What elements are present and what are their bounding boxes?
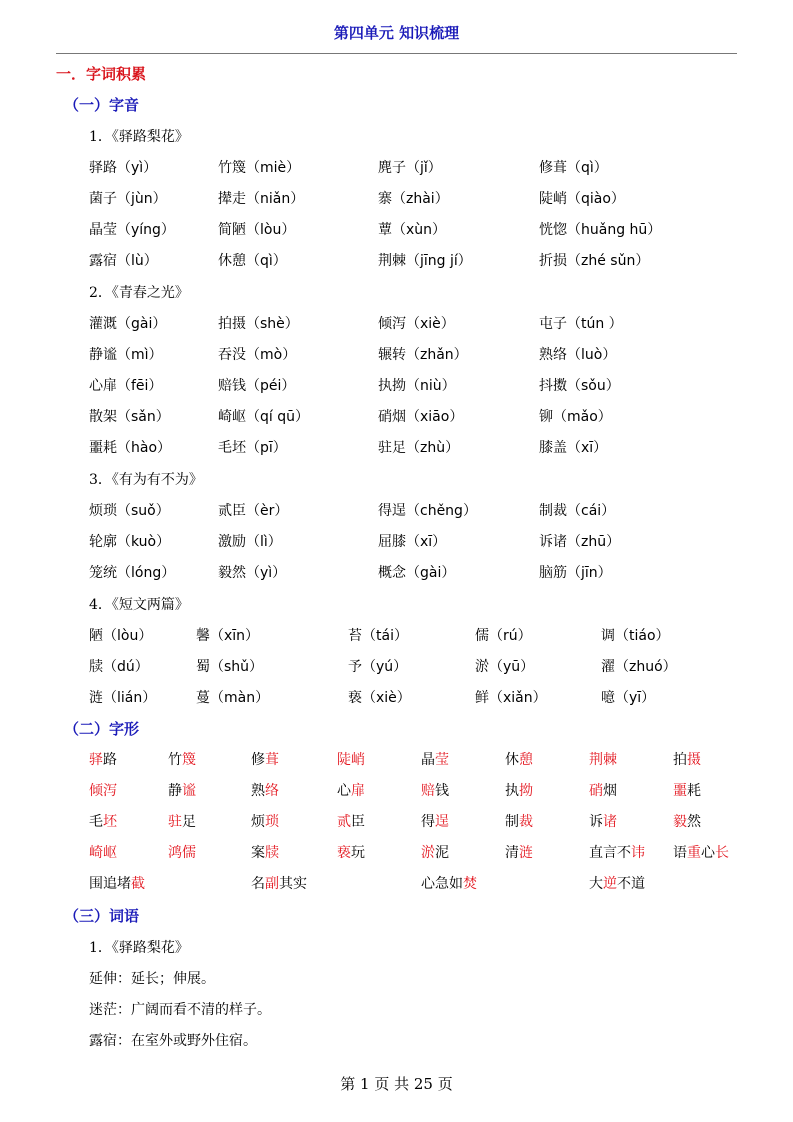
glyph-word bbox=[505, 811, 533, 831]
pinyin-entry: 噫（yī） bbox=[601, 690, 656, 706]
glyph-plain: 其实 bbox=[279, 876, 307, 892]
pinyin-entry: 诉诸（zhū） bbox=[539, 534, 621, 550]
pinyin-entry: 脑筋（jīn） bbox=[539, 565, 612, 581]
glyph-word bbox=[251, 811, 279, 831]
pinyin-entry: 亵（xiè） bbox=[348, 690, 411, 706]
pinyin-entry: 休憩（qì） bbox=[218, 253, 287, 269]
glyph-word bbox=[589, 873, 645, 893]
glyph-word bbox=[421, 842, 449, 862]
glyph-plain: 心 bbox=[701, 845, 715, 861]
glyph-highlight: 摄 bbox=[687, 752, 701, 768]
glyph-plain: 毛 bbox=[89, 814, 103, 830]
glyph-word bbox=[168, 811, 196, 831]
glyph-plain: 大 bbox=[589, 876, 603, 892]
pinyin-entry: 折损（zhé sǔn） bbox=[539, 253, 650, 269]
glyph-highlight: 赔 bbox=[421, 783, 435, 799]
pinyin-entry: 毛坯（pī） bbox=[218, 440, 287, 456]
glyph-word bbox=[168, 749, 196, 769]
glyph-plain: 围追堵 bbox=[89, 876, 131, 892]
glyph-plain: 制 bbox=[505, 814, 519, 830]
glyph-word bbox=[89, 842, 117, 862]
glyph-plain: 名 bbox=[251, 876, 265, 892]
pinyin-entry: 噩耗（hào） bbox=[89, 440, 172, 456]
glyph-plain: 烟 bbox=[603, 783, 617, 799]
glyph-highlight: 亵 bbox=[337, 845, 351, 861]
glyph-plain: 晶 bbox=[421, 752, 435, 768]
pinyin-entry: 儒（rú） bbox=[475, 628, 532, 644]
glyph-plain: 静 bbox=[168, 783, 182, 799]
lesson-heading: 1．《驿路梨花》 bbox=[89, 940, 189, 956]
glyph-word bbox=[337, 780, 365, 800]
glyph-highlight: 扉 bbox=[351, 783, 365, 799]
lesson-heading: 2．《青春之光》 bbox=[89, 285, 189, 301]
page-title: 第四单元 知识梳理 bbox=[333, 24, 460, 42]
glyph-plain: 拍 bbox=[673, 752, 687, 768]
glyph-word bbox=[89, 873, 145, 893]
pinyin-entry: 涟（lián） bbox=[89, 690, 157, 706]
pinyin-entry: 陋（lòu） bbox=[89, 628, 153, 644]
glyph-highlight: 驿 bbox=[89, 752, 103, 768]
glyph-word bbox=[673, 811, 701, 831]
glyph-highlight: 篾 bbox=[182, 752, 196, 768]
glyph-highlight: 长 bbox=[715, 845, 729, 861]
pinyin-entry: 菌子（jùn） bbox=[89, 191, 167, 207]
glyph-highlight: 逞 bbox=[435, 814, 449, 830]
glyph-highlight: 倾泻 bbox=[89, 783, 117, 799]
glyph-word bbox=[589, 749, 617, 769]
glyph-word bbox=[251, 873, 307, 893]
pinyin-entry: 吞没（mò） bbox=[218, 347, 297, 363]
glyph-plain: 得 bbox=[421, 814, 435, 830]
subsection-heading-glyphs: （二）字形 bbox=[64, 720, 140, 738]
glyph-highlight: 崎岖 bbox=[89, 845, 117, 861]
pinyin-entry: 淤（yū） bbox=[475, 659, 535, 675]
glyph-word bbox=[89, 749, 117, 769]
pinyin-entry: 牍（dú） bbox=[89, 659, 149, 675]
pinyin-entry: 蔓（màn） bbox=[196, 690, 270, 706]
glyph-plain: 修 bbox=[251, 752, 265, 768]
pinyin-entry: 苔（tái） bbox=[348, 628, 408, 644]
pinyin-entry: 辗转（zhǎn） bbox=[378, 347, 468, 363]
glyph-word bbox=[673, 749, 701, 769]
glyph-word bbox=[673, 842, 729, 862]
glyph-plain: 心 bbox=[337, 783, 351, 799]
pinyin-entry: 赔钱（péi） bbox=[218, 378, 296, 394]
glyph-plain: 玩 bbox=[351, 845, 365, 861]
pinyin-entry: 崎岖（qí qū） bbox=[218, 409, 309, 425]
definition-item: 延伸：延长；伸展。 bbox=[89, 971, 215, 987]
glyph-highlight: 焚 bbox=[463, 876, 477, 892]
pinyin-entry: 激励（lì） bbox=[218, 534, 282, 550]
glyph-plain: 熟 bbox=[251, 783, 265, 799]
glyph-word bbox=[421, 780, 449, 800]
glyph-word bbox=[421, 749, 449, 769]
pinyin-entry: 抖擞（sǒu） bbox=[539, 378, 620, 394]
glyph-highlight: 牍 bbox=[265, 845, 279, 861]
pinyin-entry: 拍摄（shè） bbox=[218, 316, 299, 332]
pinyin-entry: 散架（sǎn） bbox=[89, 409, 170, 425]
section-heading-vocabulary: 一．字词积累 bbox=[56, 65, 147, 83]
header-divider bbox=[56, 53, 737, 54]
pinyin-entry: 熟络（luò） bbox=[539, 347, 617, 363]
glyph-highlight: 贰 bbox=[337, 814, 351, 830]
definition-item: 露宿：在室外或野外住宿。 bbox=[89, 1033, 257, 1049]
pinyin-entry: 馨（xīn） bbox=[196, 628, 260, 644]
glyph-highlight: 涟 bbox=[519, 845, 533, 861]
lesson-heading: 4．《短文两篇》 bbox=[89, 597, 189, 613]
glyph-plain: 语 bbox=[673, 845, 687, 861]
pinyin-entry: 调（tiáo） bbox=[601, 628, 670, 644]
glyph-word bbox=[168, 780, 196, 800]
glyph-plain: 竹 bbox=[168, 752, 182, 768]
glyph-plain: 心急如 bbox=[421, 876, 463, 892]
glyph-highlight: 逆 bbox=[603, 876, 617, 892]
glyph-highlight: 毅 bbox=[673, 814, 687, 830]
glyph-plain: 直言不 bbox=[589, 845, 631, 861]
glyph-word bbox=[89, 780, 117, 800]
glyph-plain: 执 bbox=[505, 783, 519, 799]
glyph-plain: 钱 bbox=[435, 783, 449, 799]
glyph-plain: 清 bbox=[505, 845, 519, 861]
glyph-highlight: 噩 bbox=[673, 783, 687, 799]
glyph-plain: 耗 bbox=[687, 783, 701, 799]
glyph-word bbox=[251, 780, 279, 800]
glyph-word bbox=[251, 842, 279, 862]
glyph-highlight: 坯 bbox=[103, 814, 117, 830]
pinyin-entry: 寨（zhài） bbox=[378, 191, 449, 207]
glyph-highlight: 诸 bbox=[603, 814, 617, 830]
pinyin-entry: 晶莹（yíng） bbox=[89, 222, 175, 238]
glyph-plain: 案 bbox=[251, 845, 265, 861]
glyph-highlight: 憩 bbox=[519, 752, 533, 768]
pinyin-entry: 荆棘（jīng jí） bbox=[378, 253, 472, 269]
glyph-highlight: 裁 bbox=[519, 814, 533, 830]
pinyin-entry: 蕈（xùn） bbox=[378, 222, 447, 238]
pinyin-entry: 贰臣（èr） bbox=[218, 503, 289, 519]
glyph-word bbox=[421, 811, 449, 831]
page-footer: 第 1 页 共 25 页 bbox=[340, 1075, 453, 1093]
glyph-highlight: 驻 bbox=[168, 814, 182, 830]
pinyin-entry: 轮廓（kuò） bbox=[89, 534, 171, 550]
glyph-plain: 足 bbox=[182, 814, 196, 830]
glyph-plain: 然 bbox=[687, 814, 701, 830]
glyph-highlight: 拗 bbox=[519, 783, 533, 799]
pinyin-entry: 鲜（xiǎn） bbox=[475, 690, 547, 706]
pinyin-entry: 屈膝（xī） bbox=[378, 534, 447, 550]
glyph-highlight: 截 bbox=[131, 876, 145, 892]
pinyin-entry: 驻足（zhù） bbox=[378, 440, 460, 456]
pinyin-entry: 制裁（cái） bbox=[539, 503, 616, 519]
glyph-highlight: 络 bbox=[265, 783, 279, 799]
glyph-word bbox=[337, 749, 365, 769]
glyph-word bbox=[589, 780, 617, 800]
pinyin-entry: 心扉（fēi） bbox=[89, 378, 163, 394]
lesson-heading: 3．《有为有不为》 bbox=[89, 472, 203, 488]
subsection-heading-words: （三）词语 bbox=[64, 907, 140, 925]
glyph-word bbox=[505, 842, 533, 862]
glyph-highlight: 鸿儒 bbox=[168, 845, 196, 861]
pinyin-entry: 倾泻（xiè） bbox=[378, 316, 455, 332]
glyph-highlight: 淤 bbox=[421, 845, 435, 861]
pinyin-entry: 毅然（yì） bbox=[218, 565, 287, 581]
glyph-word bbox=[589, 842, 645, 862]
subsection-heading-pronunciation: （一）字音 bbox=[64, 96, 140, 114]
pinyin-entry: 陡峭（qiào） bbox=[539, 191, 625, 207]
glyph-plain: 臣 bbox=[351, 814, 365, 830]
glyph-highlight: 荆棘 bbox=[589, 752, 617, 768]
glyph-word bbox=[589, 811, 617, 831]
glyph-word bbox=[421, 873, 477, 893]
pinyin-entry: 撵走（niǎn） bbox=[218, 191, 305, 207]
glyph-highlight: 重 bbox=[687, 845, 701, 861]
pinyin-entry: 硝烟（xiāo） bbox=[378, 409, 464, 425]
pinyin-entry: 笼统（lóng） bbox=[89, 565, 176, 581]
glyph-highlight: 硝 bbox=[589, 783, 603, 799]
glyph-plain: 泥 bbox=[435, 845, 449, 861]
glyph-word bbox=[251, 749, 279, 769]
glyph-highlight: 葺 bbox=[265, 752, 279, 768]
pinyin-entry: 蜀（shǔ） bbox=[196, 659, 264, 675]
pinyin-entry: 烦琐（suǒ） bbox=[89, 503, 170, 519]
pinyin-entry: 予（yú） bbox=[348, 659, 408, 675]
glyph-word bbox=[505, 749, 533, 769]
definition-item: 迷茫：广阔而看不清的样子。 bbox=[89, 1002, 271, 1018]
glyph-highlight: 琐 bbox=[265, 814, 279, 830]
pinyin-entry: 铆（mǎo） bbox=[539, 409, 612, 425]
pinyin-entry: 屯子（tún ） bbox=[539, 316, 623, 332]
glyph-plain: 烦 bbox=[251, 814, 265, 830]
pinyin-entry: 执拗（niù） bbox=[378, 378, 456, 394]
glyph-highlight: 讳 bbox=[631, 845, 645, 861]
pinyin-entry: 驿路（yì） bbox=[89, 160, 158, 176]
glyph-word bbox=[168, 842, 196, 862]
glyph-plain: 休 bbox=[505, 752, 519, 768]
pinyin-entry: 濯（zhuó） bbox=[601, 659, 677, 675]
pinyin-entry: 灌溉（gài） bbox=[89, 316, 167, 332]
pinyin-entry: 恍惚（huǎng hū） bbox=[539, 222, 662, 238]
pinyin-entry: 静谧（mì） bbox=[89, 347, 163, 363]
pinyin-entry: 简陋（lòu） bbox=[218, 222, 296, 238]
pinyin-entry: 麂子（jǐ） bbox=[378, 160, 442, 176]
glyph-plain: 路 bbox=[103, 752, 117, 768]
lesson-heading: 1．《驿路梨花》 bbox=[89, 129, 189, 145]
pinyin-entry: 竹篾（miè） bbox=[218, 160, 301, 176]
glyph-word bbox=[89, 811, 117, 831]
glyph-word bbox=[337, 842, 365, 862]
glyph-word bbox=[673, 780, 701, 800]
glyph-highlight: 谧 bbox=[182, 783, 196, 799]
glyph-plain: 诉 bbox=[589, 814, 603, 830]
pinyin-entry: 露宿（lù） bbox=[89, 253, 158, 269]
pinyin-entry: 得逞（chěng） bbox=[378, 503, 477, 519]
pinyin-entry: 概念（gài） bbox=[378, 565, 456, 581]
glyph-highlight: 副 bbox=[265, 876, 279, 892]
glyph-highlight: 陡峭 bbox=[337, 752, 365, 768]
glyph-word bbox=[337, 811, 365, 831]
glyph-highlight: 莹 bbox=[435, 752, 449, 768]
pinyin-entry: 修葺（qì） bbox=[539, 160, 608, 176]
pinyin-entry: 膝盖（xī） bbox=[539, 440, 608, 456]
glyph-word bbox=[505, 780, 533, 800]
glyph-plain: 不道 bbox=[617, 876, 645, 892]
